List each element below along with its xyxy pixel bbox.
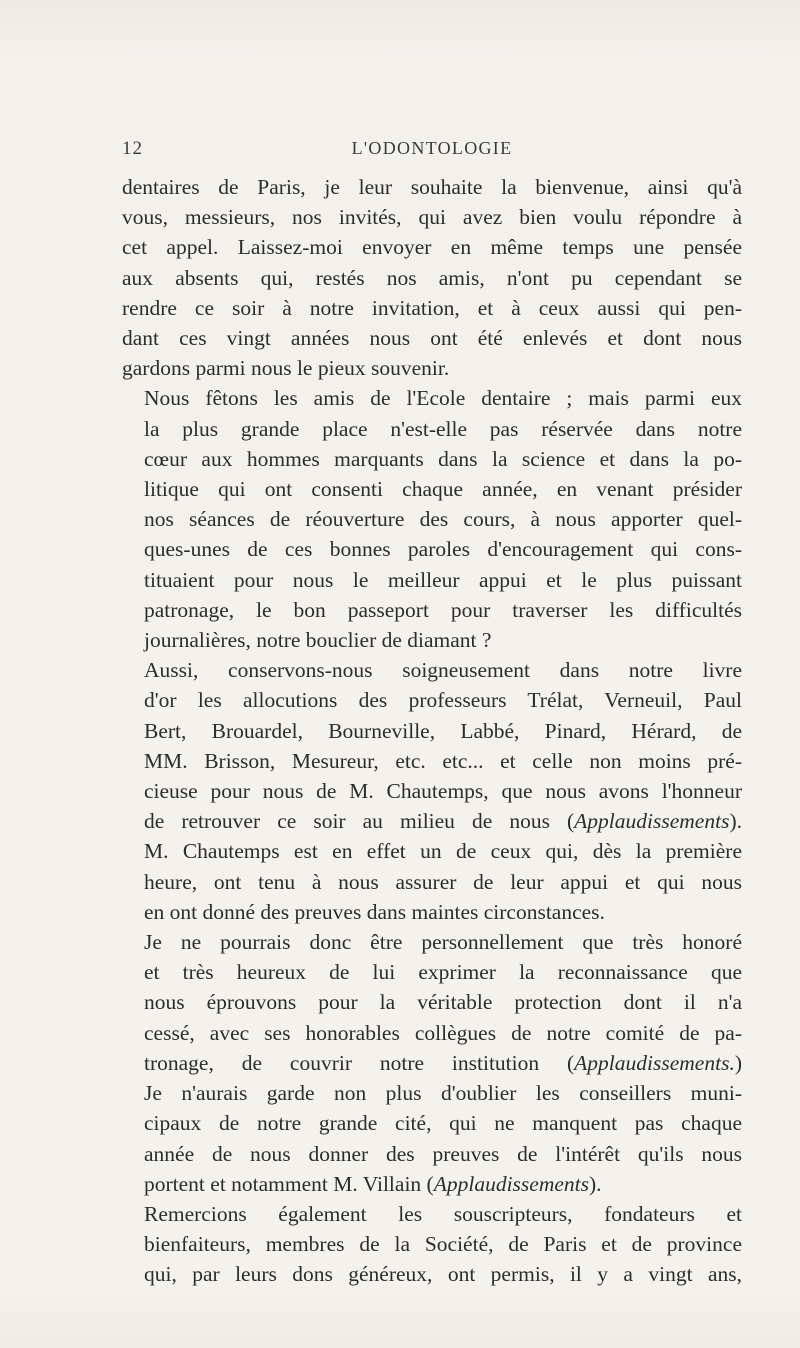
text-line: dentaires de Paris, je leur souhaite la bienvenue, ainsi qu'à: [122, 175, 742, 199]
paragraph: [122, 1078, 742, 1199]
text-line: cœur aux hommes marquants dans la science et dans la po-: [144, 446, 742, 471]
text-line: Je ne pourrais donc être personnellement que très honoré: [144, 930, 742, 955]
text-line: nous éprouvons pour la véritable protection dont il n'a: [144, 990, 742, 1015]
line-text: de retrouver ce soir au milieu de nous (: [144, 809, 575, 834]
paragraph: [122, 655, 742, 836]
text-line: vous, messieurs, nos invités, qui avez bien voulu répondre à: [122, 205, 742, 230]
line-end: ).: [729, 809, 742, 834]
text-line: cessé, avec ses honorables collègues de notre comité de pa-: [144, 1020, 742, 1045]
text-line: litique qui ont consenti chaque année, en venant présider: [144, 477, 742, 502]
text-line: cieuse pour nous de M. Chautemps, que nous avons l'honneur: [144, 779, 742, 804]
paragraph: [122, 172, 742, 383]
applause-note: Applaudissements: [574, 809, 730, 834]
text-line: [122, 1169, 742, 1199]
body-text: [122, 172, 742, 1290]
text-line: heure, ont tenu à nous assurer de leur appui et qui nous: [144, 869, 742, 894]
text-line: [122, 806, 742, 836]
paragraph: [122, 1199, 742, 1290]
text-line: tituaient pour nous le meilleur appui et le plus puissant: [144, 567, 742, 592]
text-line: MM. Brisson, Mesureur, etc. etc... et celle non moins pré-: [144, 748, 742, 773]
text-line: M. Chautemps est en effet un de ceux qui, dès la première: [144, 839, 742, 864]
text-line: bienfaiteurs, membres de la Société, de Paris et de province: [144, 1232, 742, 1257]
text-line: Aussi, conservons-nous soigneusement dans notre livre: [144, 658, 742, 683]
text-line: ques-unes de ces bonnes paroles d'encouragement qui cons-: [144, 537, 742, 562]
paragraph: [122, 836, 742, 927]
paragraph: [122, 383, 742, 655]
text-line: et très heureux de lui exprimer la reconnaissance que: [144, 960, 742, 985]
text-line: d'or les allocutions des professeurs Trélat, Verneuil, Paul: [144, 688, 742, 713]
applause-note: Applaudissements.: [574, 1050, 735, 1075]
text-line: qui, par leurs dons généreux, ont permis, il y a vingt ans,: [144, 1262, 742, 1287]
text-line: année de nous donner des preuves de l'intérêt qu'ils nous: [144, 1141, 742, 1166]
line-text: portent et notamment M. Villain (: [144, 1171, 434, 1196]
running-head: [122, 138, 742, 162]
text-line: Remercions également les souscripteurs, fondateurs et: [144, 1201, 742, 1226]
running-title: L'ODONTOLOGIE: [351, 138, 513, 158]
text-line: patronage, le bon passeport pour traverser les difficultés: [144, 597, 742, 622]
text-line: nos séances de réouverture des cours, à nous apporter quel-: [144, 507, 742, 532]
text-line: la plus grande place n'est-elle pas réservée dans notre: [144, 416, 742, 441]
line-end: ).: [589, 1171, 602, 1196]
text-line: dant ces vingt années nous ont été enlevés et dont nous: [122, 326, 742, 351]
text-line: [122, 1048, 742, 1078]
line-end: ): [734, 1050, 742, 1075]
text-line: Bert, Brouardel, Bourneville, Labbé, Pinard, Hérard, de: [144, 718, 742, 743]
text-line: cipaux de notre grande cité, qui ne manquent pas chaque: [144, 1111, 742, 1136]
text-line: cet appel. Laissez-moi envoyer en même temps une pensée: [122, 235, 742, 260]
text-line: aux absents qui, restés nos amis, n'ont pu cependant se: [122, 265, 742, 290]
text-line: journalières, notre bouclier de diamant ?: [144, 628, 492, 653]
text-line: en ont donné des preuves dans maintes circonstances.: [144, 899, 605, 924]
line-text: tronage, de couvrir notre institution (: [144, 1050, 575, 1075]
paragraph: [122, 927, 742, 1078]
text-line: Je n'aurais garde non plus d'oublier les conseillers muni-: [144, 1081, 742, 1106]
text-line: rendre ce soir à notre invitation, et à ceux aussi qui pen-: [122, 295, 742, 320]
text-line: gardons parmi nous le pieux souvenir.: [122, 356, 450, 381]
applause-note: Applaudissements: [433, 1171, 589, 1196]
page-number: 12: [122, 138, 143, 159]
text-line: Nous fêtons les amis de l'Ecole dentaire ; mais parmi eux: [144, 386, 742, 411]
